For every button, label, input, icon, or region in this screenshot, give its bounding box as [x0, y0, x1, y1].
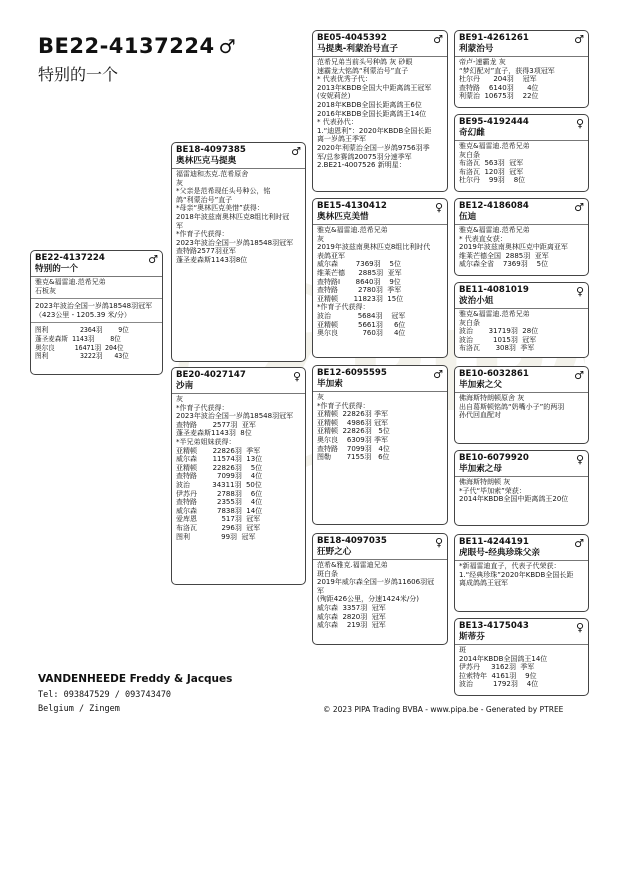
male-symbol-icon: ♂: [574, 369, 584, 382]
female-symbol-icon: ♀: [292, 370, 301, 383]
male-symbol-icon: ♂: [148, 253, 158, 266]
card-ddd: [454, 618, 589, 696]
breeder-name: VANDENHEEDE Freddy & Jacques: [38, 673, 233, 685]
card-details: 雅克&福雷迪.范希兄弟 石板灰: [35, 278, 106, 295]
card-dsd: [454, 450, 589, 526]
card-sdd: [454, 282, 589, 358]
card-sss: [454, 30, 589, 108]
breeder-location: Belgium / Zingem: [38, 704, 120, 714]
card-details: 范希&雅克.福雷迪兄弟 斑白条 2019年威尔森全国一岁鸽11606羽冠 军 (殉距426公里，分速1424米/分) 威尔森 3357羽 冠军 威尔森 2820羽 冠军 威尔森 219羽 冠军: [317, 561, 435, 630]
male-symbol-icon: ♂: [291, 145, 301, 158]
pigeon-name: 波治小姐: [459, 296, 494, 306]
breeder-phone: Tel: 093847529 / 093743470: [38, 690, 172, 700]
pigeon-name: 斯蒂芬: [459, 632, 485, 642]
pedigree-subtitle: 特别的一个: [38, 65, 119, 84]
pedigree-title: [38, 34, 236, 58]
card-details: 帝卢-速霸龙 灰 “梦幻配对”直子，获得3项冠军 杜尔丹 204羽 冠军 查特路 6140羽 4位 利蒙治 10675羽 22位: [459, 58, 555, 101]
pigeon-name: 特别的一个: [35, 264, 78, 274]
pigeon-name: 毕加索之父: [459, 380, 502, 390]
card-details: 雅克&福雷迪.范希兄弟 灰白条 波治 31719羽 28位 波治 1015羽 冠军 布洛瓦 308羽 季军: [459, 310, 539, 353]
ring-number: BE11-4244191: [459, 537, 529, 547]
card-dam-sire: [312, 365, 448, 525]
ring-number: BE13-4175043: [459, 621, 529, 631]
female-symbol-icon: ♀: [434, 201, 443, 214]
ring-number: BE05-4045392: [317, 33, 387, 43]
male-symbol-icon: ♂: [574, 33, 584, 46]
card-details: 雅克&福雷迪.范希兄弟 灰 2019年波兹南奥林匹克8组比利时代 表鸽亚军 威尔森 7369羽 5位 维莱芒德 2885羽 亚军 查特路I 8640羽 9位 查特路 2780羽 季军 亚精顿 11823羽 15位 *作育子代获得： 波治 5684羽 冠军 亚精顿 5661羽 6位 奥尔良 760羽 4位: [317, 226, 431, 338]
card-details: 佛海斯特朗顿原舍 灰 出自葛斯顿铭鸽“奶嘴小子”的两羽 孙代回血配对: [459, 394, 565, 420]
pigeon-name: 奥林匹克美惜: [317, 212, 369, 222]
title-ring: BE22-4137224: [38, 34, 215, 58]
card-sire: [171, 142, 306, 362]
card-sds: [454, 198, 589, 276]
male-symbol-icon: ♂: [574, 201, 584, 214]
card-subject: [30, 250, 163, 375]
ring-number: BE10-6079920: [459, 453, 529, 463]
pigeon-name: 利蒙治号: [459, 44, 494, 54]
card-details: 福雷迪和杰克.范希原舍 灰 *父亲是范希现任头号种公，铭 鸽“利蒙治号”直子 *母亲“奥林匹克美惜”获得： 2018年波兹南奥林匹克8组比利时冠 军 *作育子代获得： 2023年波治全国一岁鸽18548羽冠军 查特路2577羽亚军 蓬圣麦森斯1143羽8位: [176, 170, 294, 264]
card-dds: [454, 534, 589, 612]
ring-number: BE20-4027147: [176, 370, 246, 380]
ring-number: BE18-4097385: [176, 145, 246, 155]
female-symbol-icon: ♀: [575, 117, 584, 130]
card-details: 雅克&福雷迪.范希兄弟 * 代表直女获： 2019年波兹南奥林匹克中距离亚军 维莱芒德全国 2885羽 亚军 威尔森全省 7369羽 5位: [459, 226, 568, 269]
ring-number: BE95-4192444: [459, 117, 529, 127]
female-symbol-icon: ♀: [575, 453, 584, 466]
pigeon-name: 伍迪: [459, 212, 477, 222]
card-results: 图利 2364羽 9位 蓬圣麦森斯 1143羽 8位 奥尔良 16471羽 204位 图利 3222羽 43位: [35, 326, 129, 361]
copyright-notice: © 2023 PIPA Trading BVBA - www.pipa.be - Generated by PTREE: [323, 705, 564, 714]
pigeon-name: 沙南: [176, 381, 194, 391]
pigeon-name: 奇幻雌: [459, 128, 485, 138]
ring-number: BE10-6032861: [459, 369, 529, 379]
pigeon-name: 虎眼号-经典珍珠父亲: [459, 548, 540, 558]
card-details: 斑 2014年KBDB全国鸽王14位 伊苏丹 3162羽 季军 拉索特年 4161羽 9位 波治 1792羽 4位: [459, 646, 548, 689]
card-dam-dam: [312, 533, 448, 645]
pigeon-name: 狂野之心: [317, 547, 352, 557]
pigeon-name: 毕加索: [317, 379, 343, 389]
female-symbol-icon: ♀: [575, 621, 584, 634]
pigeon-name: 毕加索之母: [459, 464, 502, 474]
ring-number: BE22-4137224: [35, 253, 105, 263]
card-details: 范希兄弟当前头号种鸽 灰 砂眼 速霸龙大铭鸽“利蒙治号”直子 * 代表优秀子代： 2013年KBDB全国大中距离鸽王冠军 (安妮莉丝) 2018年KBDB全国长距离鸽王6位 2016年KBDB全国长距离鸽王14位 * 代表孙代： 1.“迪恩利”：2020年KBDB全国长距 离一岁鸽王季军 2020年利蒙治全国一岁鸽9756羽季 军/总参赛鸽20075羽分速季军 2.BE21-4007526 新明星：: [317, 58, 432, 170]
card-details: 雅克&福雷迪.范希兄弟 灰白条 布洛瓦 563羽 冠军 布洛瓦 120羽 冠军 杜尔丹 99羽 8位: [459, 142, 530, 185]
female-symbol-icon: ♀: [575, 285, 584, 298]
ring-number: BE12-4186084: [459, 201, 529, 211]
male-symbol-icon: ♂: [218, 36, 237, 58]
card-sire-dam: [312, 198, 448, 358]
male-symbol-icon: ♂: [433, 368, 443, 381]
card-details: 灰 *作育子代获得： 2023年波治全国一岁鸽18548羽冠军 查特路 2577羽 亚军 蓬圣麦森斯1143羽 8位 *半兄弟姐妹获得： 亚精顿 22826羽 季军 威尔森 11574羽 13位 亚精顿 22826羽 5位 查特路 7099羽 4位 波治 34311羽 50位 伊苏丹 2788羽 6位 查特路 2355羽 4位 威尔森 7838羽 14位 爱库恩 517羽 冠军 布洛瓦 296羽 冠军 图利 99羽 冠军: [176, 395, 294, 541]
ring-number: BE12-6095595: [317, 368, 387, 378]
card-dss: [454, 366, 589, 444]
female-symbol-icon: ♀: [434, 536, 443, 549]
card-dam: [171, 367, 306, 585]
card-details: 佛海斯特朗顿 灰 *子代“毕加索”荣获： 2014年KBDB全国中距离鸽王20位: [459, 478, 569, 504]
pigeon-name: 马提奥-利蒙治号直子: [317, 44, 398, 54]
card-details: 灰 *作育子代获得： 亚精顿 22826羽 季军 亚精顿 4986羽 冠军 亚精顿 22826羽 5位 奥尔良 6309羽 季军 查特路 7099羽 4位 图勒 7155羽 6位: [317, 393, 390, 462]
card-details: *新福雷迪直子，代表子代荣获： 1.“经典珍珠”2020年KBDB全国长距 离成鸽鸽王冠军: [459, 562, 574, 588]
male-symbol-icon: ♂: [433, 33, 443, 46]
ring-number: BE15-4130412: [317, 201, 387, 211]
card-ssd: [454, 114, 589, 192]
male-symbol-icon: ♂: [574, 537, 584, 550]
ring-number: BE11-4081019: [459, 285, 529, 295]
ring-number: BE91-4261261: [459, 33, 529, 43]
card-achievement: 2023年波治全国一岁鸽18548羽冠军 （423公里 - 1205.39 米/分）: [35, 302, 153, 319]
card-sire-sire: [312, 30, 448, 192]
ring-number: BE18-4097035: [317, 536, 387, 546]
pigeon-name: 奥林匹克马提奥: [176, 156, 237, 166]
